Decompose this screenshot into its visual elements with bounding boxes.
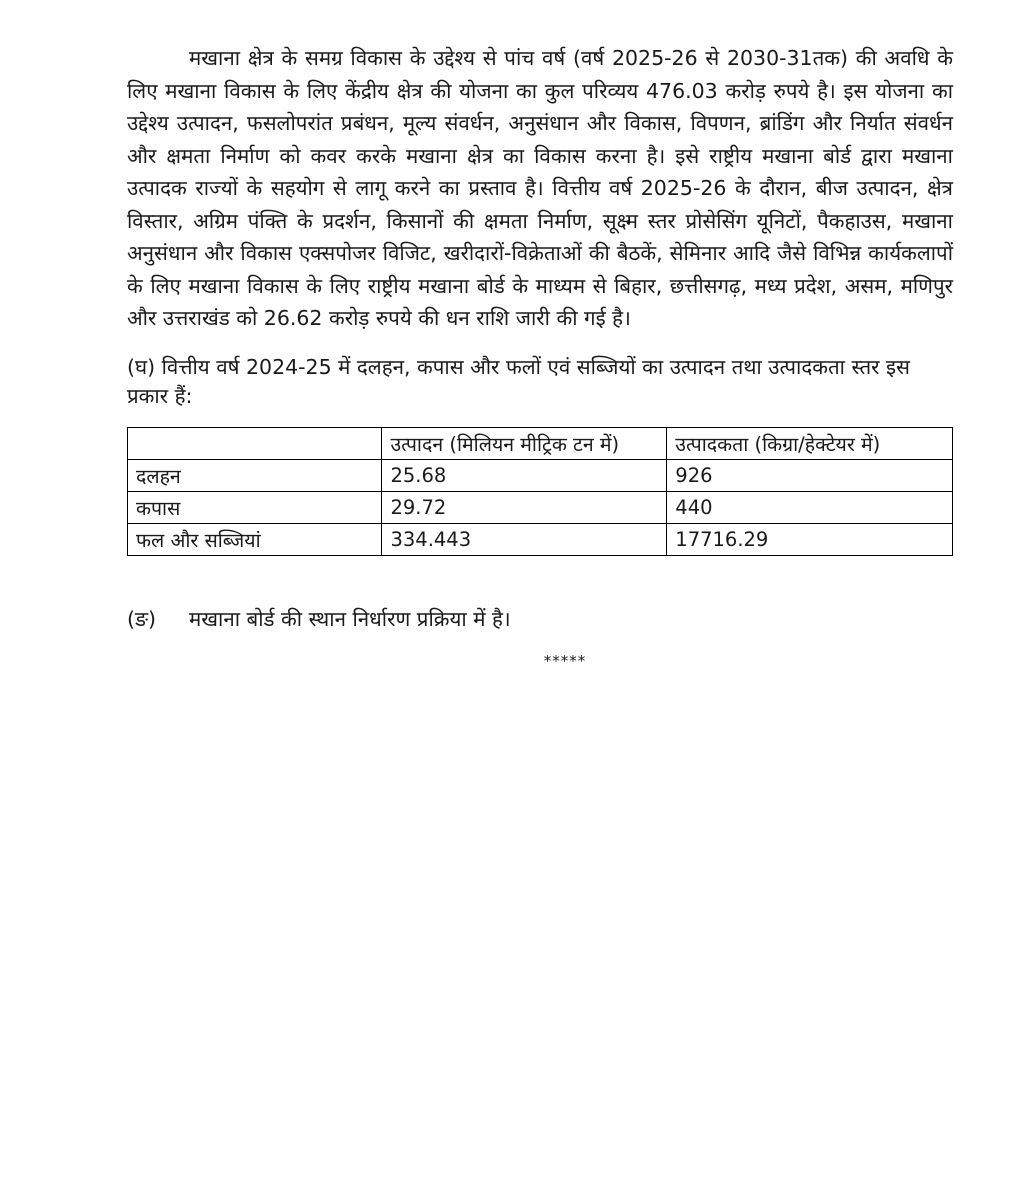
table-cell-crop: दलहन [128, 459, 382, 491]
table-cell-productivity: 926 [667, 459, 953, 491]
table-row [128, 459, 953, 491]
table-header-productivity: उत्पादकता (किग्रा/हेक्टेयर में) [667, 427, 953, 459]
section-gh-intro: (घ) वित्तीय वर्ष 2024-25 में दलहन, कपास और फलों एवं सब्जियों का उत्पादन तथा उत्पादकता स्तर इस प्रकार हैं: [127, 354, 910, 408]
table-cell-productivity: 17716.29 [667, 523, 953, 555]
production-table [127, 427, 953, 556]
section-ng [127, 604, 953, 634]
document-page [127, 42, 953, 670]
table-cell-crop: कपास [128, 491, 382, 523]
paragraph-makhana-scheme: मखाना क्षेत्र के समग्र विकास के उद्देश्य से पांच वर्ष (वर्ष 2025-26 से 2030-31तक) की अवधि के लिए मखाना विकास के लिए केंद्रीय क्षेत्र की योजना का कुल परिव्यय 476.03 करोड़ रुपये है। इस योजना का उद्देश्य उत्पादन, फसलोपरांत प्रबंधन, मूल्य संवर्धन, अनुसंधान और विकास, विपणन, ब्रांडिंग और निर्यात संवर्धन और क्षमता निर्माण को कवर करके मखाना क्षेत्र का विकास करना है। इसे राष्ट्रीय मखाना बोर्ड द्वारा मखाना उत्पादक राज्यों के सहयोग से लागू करने का प्रस्ताव है। वित्तीय वर्ष 2025-26 के दौरान, बीज उत्पादन, क्षेत्र विस्तार, अग्रिम पंक्ति के प्रदर्शन, किसानों की क्षमता निर्माण, सूक्ष्म स्तर प्रोसेसिंग यूनिटों, पैकहाउस, मखाना अनुसंधान और विकास एक्सपोजर विजिट, खरीदारों-विक्रेताओं की बैठकें, सेमिनार आदि जैसे विभिन्न कार्यकलापों के लिए मखाना विकास के लिए राष्ट्रीय मखाना बोर्ड के माध्यम से बिहार, छत्तीसगढ़, मध्य प्रदेश, असम, मणिपुर और उत्तराखंड को 26.62 करोड़ रुपये की धन राशि जारी की गई है। [127, 46, 953, 330]
table-cell-productivity: 440 [667, 491, 953, 523]
table-cell-production: 25.68 [382, 459, 667, 491]
section-ng-text: मखाना बोर्ड की स्थान निर्धारण प्रक्रिया में है। [189, 606, 511, 631]
table-header-cell [128, 427, 382, 459]
table-cell-crop: फल और सब्जियां [128, 523, 382, 555]
section-ng-marker: (ङ) [127, 606, 157, 631]
table-cell-production: 334.443 [382, 523, 667, 555]
table-row [128, 491, 953, 523]
table-header-row [128, 427, 953, 459]
end-marker: ***** [543, 651, 587, 670]
table-cell-production: 29.72 [382, 491, 667, 523]
table-header-production: उत्पादन (मिलियन मीट्रिक टन में) [382, 427, 667, 459]
table-row [128, 523, 953, 555]
